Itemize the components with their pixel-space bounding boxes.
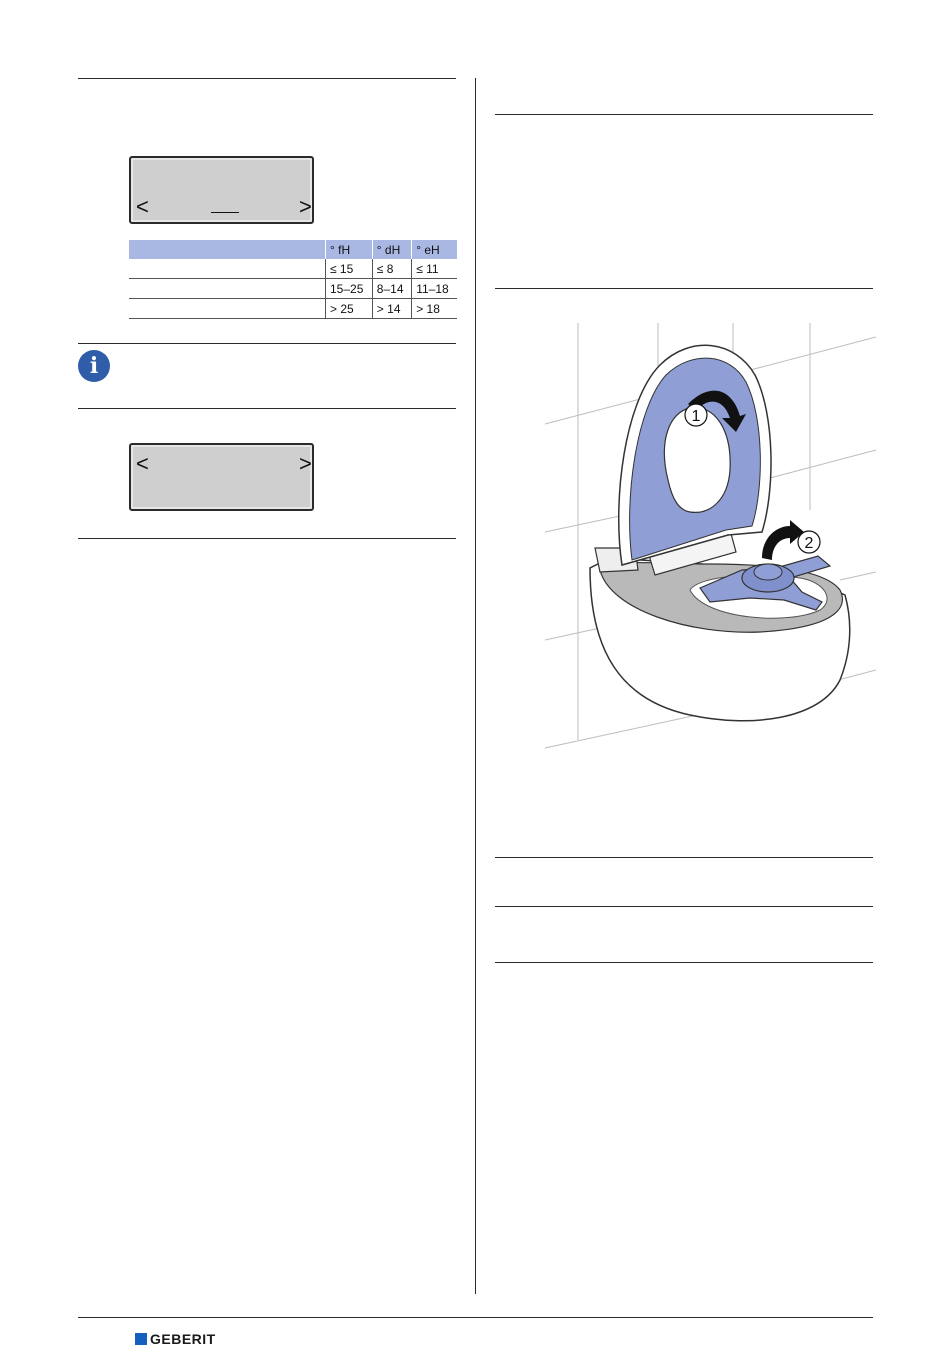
chevron-left-icon[interactable]: < xyxy=(136,194,149,219)
chevron-left-icon[interactable]: < xyxy=(136,451,149,476)
callout-1: 1 xyxy=(691,408,701,425)
table-row xyxy=(129,279,457,299)
table-cell: > 14 xyxy=(372,299,411,319)
left-rule-bottom xyxy=(78,538,456,539)
right-rule-4 xyxy=(495,906,873,907)
table-cell: ≤ 15 xyxy=(326,259,373,279)
table-cell: > 25 xyxy=(326,299,373,319)
table-header-row xyxy=(129,240,457,259)
brand-name: GEBERIT xyxy=(150,1331,216,1347)
table-row xyxy=(129,259,457,279)
table-cell: ≤ 8 xyxy=(372,259,411,279)
table-cell: 8–14 xyxy=(372,279,411,299)
right-rule-3 xyxy=(495,857,873,858)
callout-2: 2 xyxy=(804,535,814,552)
table-cell-label xyxy=(129,279,326,299)
table-header-fh: ° fH xyxy=(326,240,373,259)
left-rule-top xyxy=(78,78,456,79)
footer-rule xyxy=(78,1317,873,1318)
table-cell: ≤ 11 xyxy=(412,259,457,279)
chevron-right-icon[interactable]: > xyxy=(299,451,312,476)
table-cell: 15–25 xyxy=(326,279,373,299)
left-rule-info-top xyxy=(78,343,456,344)
table-cell-label xyxy=(129,299,326,319)
display-setting xyxy=(129,443,314,511)
right-rule-1 xyxy=(495,114,873,115)
table-header-dh: ° dH xyxy=(372,240,411,259)
table-header-blank xyxy=(129,240,326,259)
right-rule-2 xyxy=(495,288,873,289)
table-row xyxy=(129,299,457,319)
left-rule-info-bottom xyxy=(78,408,456,409)
table-cell: 11–18 xyxy=(412,279,457,299)
table-header-eh: ° eH xyxy=(412,240,457,259)
table-cell-label xyxy=(129,259,326,279)
chevron-right-icon[interactable]: > xyxy=(299,194,312,219)
right-rule-5 xyxy=(495,962,873,963)
info-icon: i xyxy=(78,350,110,382)
table-cell: > 18 xyxy=(412,299,457,319)
logo-square-icon xyxy=(135,1333,147,1345)
display-hardness xyxy=(129,156,314,224)
water-hardness-table xyxy=(129,240,457,319)
column-divider xyxy=(475,78,476,1294)
value-placeholder xyxy=(211,212,239,213)
toilet-illustration xyxy=(540,320,876,760)
